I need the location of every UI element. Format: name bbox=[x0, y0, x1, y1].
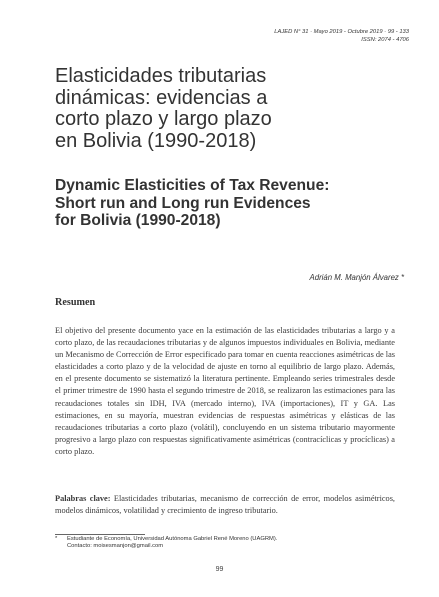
keywords bbox=[55, 493, 395, 517]
journal-header bbox=[159, 29, 409, 44]
page-number: 99 bbox=[215, 566, 224, 573]
journal-citation: LAJED N° 31 · Mayo 2019 - Octubre 2019 · 99 - 133 bbox=[274, 29, 409, 35]
title-spanish-line: dinámicas: evidencias a bbox=[55, 86, 268, 109]
author-name: Adrián M. Manjón Álvarez * bbox=[309, 273, 404, 282]
abstract-text: El objetivo del presente documento yace en la estimación de las elasticidades tributarias a largo y a corto plazo, de las recaudaciones tributarias y de algunos impuestos individuales en Bolivia, mediante un Mecanismo de Corrección de Error especificado para tomar en cuenta reacciones asimétricas de las elasticidades a corto plazo y de la velocidad de ajuste en torno al equilibrio de largo plazo. Además, en el presente documento se sistematizó la literatura pertinente. Empleando series trimestrales desde el primer trimestre de 1990 hasta el segundo trimestre de 2018, se realizaron las estimaciones para las recaudaciones totales sin IDH, IVA (mercado interno), IVA (importaciones), IT y GA. Las estimaciones, en su mayoría, muestran evidencias de respuestas asimétricas y elásticas de las recaudaciones tributarias a corto plazo (volátil), concluyendo en un sistema tributario mayormente progresivo a largo plazo con respuestas significativamente asimétricas (contracíclicas y procíclicas) a corto plazo. bbox=[55, 326, 396, 456]
title-english-line: for Bolivia (1990-2018) bbox=[55, 212, 221, 229]
title-spanish bbox=[55, 66, 405, 152]
journal-issn: ISSN: 2074 - 4706 bbox=[361, 36, 409, 43]
title-english-line: Dynamic Elasticities of Tax Revenue: bbox=[55, 177, 330, 194]
keywords-text: Elasticidades tributarias, mecanismo de corrección de error, modelos asimétricos, modelos dinámicos, volatilidad y crecimiento de ingreso tributario. bbox=[55, 494, 396, 516]
footnote-contact: Contacto: moisesmanjon@gmail.com bbox=[67, 543, 164, 550]
title-spanish-line: corto plazo y largo plazo bbox=[55, 108, 272, 130]
footnote bbox=[55, 536, 395, 550]
abstract-heading: Resumen bbox=[55, 297, 96, 308]
title-english bbox=[55, 177, 405, 230]
keywords-label: Palabras clave: bbox=[55, 494, 111, 503]
title-spanish-line: Elasticidades tributarias bbox=[55, 65, 267, 87]
footnote-affiliation: Estudiante de Economía, Universidad Autónoma Gabriel René Moreno (UAGRM). bbox=[67, 536, 278, 542]
footnote-mark: * bbox=[55, 536, 58, 542]
title-english-line: Short run and Long run Evidences bbox=[55, 194, 311, 212]
footnote-divider bbox=[55, 534, 145, 535]
title-spanish-line: en Bolivia (1990-2018) bbox=[55, 129, 257, 152]
